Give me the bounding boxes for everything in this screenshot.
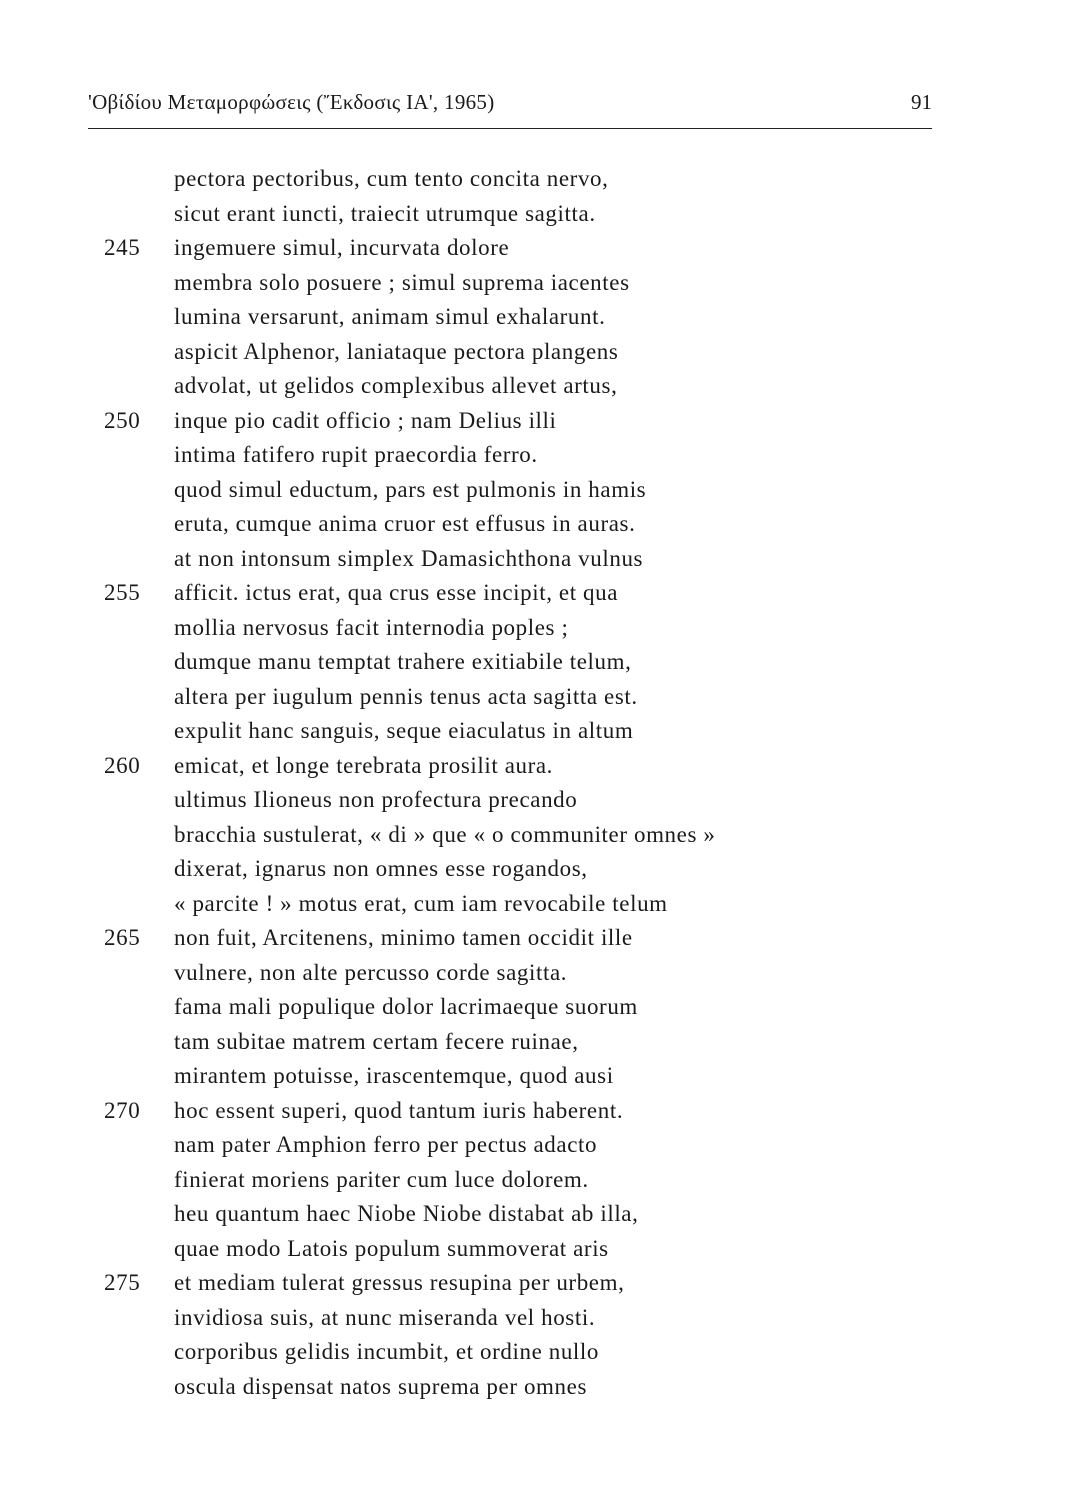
verse-text: nam pater Amphion ferro per pectus adacto xyxy=(174,1132,598,1157)
verse-line xyxy=(0,542,1074,577)
verse-line xyxy=(0,783,1074,818)
verse-line xyxy=(0,266,1074,301)
verse-text: emicat, et longe terebrata prosilit aura. xyxy=(174,752,554,778)
verse-line xyxy=(0,749,1074,784)
verse-text: expulit hanc sanguis, seque eiaculatus in altum xyxy=(174,718,634,743)
verse-line xyxy=(0,300,1074,335)
verse-text: finierat moriens pariter cum luce dolorem. xyxy=(174,1166,589,1192)
line-number: 260 xyxy=(104,752,141,778)
verse-line xyxy=(0,438,1074,473)
verse-text: membra solo posuere ; simul suprema iacentes xyxy=(174,269,630,295)
verse-line xyxy=(0,887,1074,922)
verse-text: mollia nervosus facit internodia poples ; xyxy=(174,614,569,640)
verse-text: advolat, ut gelidos complexibus allevet artus, xyxy=(174,373,618,398)
page-number: 91 xyxy=(911,90,932,114)
verse-line xyxy=(0,1370,1074,1405)
verse-text: lumina versarunt, animam simul exhalarunt. xyxy=(174,304,606,329)
verse-line xyxy=(0,921,1074,956)
verse-line xyxy=(0,956,1074,991)
verse-text: invidiosa suis, at nunc miseranda vel hosti. xyxy=(174,1304,596,1330)
verse-text: dumque manu temptat trahere exitiabile telum, xyxy=(174,649,632,674)
verse-line xyxy=(0,1301,1074,1336)
verse-line xyxy=(0,1128,1074,1163)
verse-line xyxy=(0,645,1074,680)
verse-text: afficit. ictus erat, qua crus esse incipit, et qua xyxy=(174,580,619,605)
verse-block xyxy=(0,162,1074,1404)
verse-text: « parcite ! » motus erat, cum iam revocabile telum xyxy=(174,890,668,916)
verse-text: heu quantum haec Niobe Niobe distabat ab illa, xyxy=(174,1201,639,1226)
verse-text: hoc essent superi, quod tantum iuris haberent. xyxy=(174,1097,624,1123)
verse-text: sicut erant iuncti, traiecit utrumque sagitta. xyxy=(174,200,596,226)
verse-text: intima fatifero rupit praecordia ferro. xyxy=(174,442,538,467)
verse-line xyxy=(0,1232,1074,1267)
running-head-title: 'Οβίδίου Μεταμορφώσεις (Ἔκδοσις ΙΑ', 1965) xyxy=(88,90,495,114)
verse-text: quod simul eductum, pars est pulmonis in hamis xyxy=(174,476,647,502)
verse-line xyxy=(0,611,1074,646)
verse-text: corporibus gelidis incumbit, et ordine nullo xyxy=(174,1339,600,1364)
verse-line xyxy=(0,1335,1074,1370)
verse-line xyxy=(0,1094,1074,1129)
verse-text: oscula dispensat natos suprema per omnes xyxy=(174,1373,587,1399)
verse-text: bracchia sustulerat, « di » que « o communiter omnes » xyxy=(174,821,716,847)
verse-text: ultimus Ilioneus non profectura precando xyxy=(174,787,578,812)
verse-line xyxy=(0,852,1074,887)
verse-line xyxy=(0,576,1074,611)
line-number: 250 xyxy=(104,407,141,433)
line-number: 265 xyxy=(104,925,141,950)
header-rule xyxy=(88,128,932,129)
verse-text: quae modo Latois populum summoverat aris xyxy=(174,1235,609,1261)
verse-text: inque pio cadit officio ; nam Delius illi xyxy=(174,407,557,433)
verse-line xyxy=(0,507,1074,542)
verse-line xyxy=(0,680,1074,715)
verse-line xyxy=(0,990,1074,1025)
verse-text: eruta, cumque anima cruor est effusus in auras. xyxy=(174,511,636,536)
verse-text: mirantem potuisse, irascentemque, quod ausi xyxy=(174,1063,614,1088)
verse-text: at non intonsum simplex Damasichthona vulnus xyxy=(174,545,644,571)
running-head xyxy=(88,90,932,130)
verse-line xyxy=(0,369,1074,404)
verse-line xyxy=(0,1025,1074,1060)
verse-text: dixerat, ignarus non omnes esse rogandos, xyxy=(174,856,588,881)
line-number: 245 xyxy=(104,235,141,260)
verse-line xyxy=(0,1266,1074,1301)
verse-text: vulnere, non alte percusso corde sagitta. xyxy=(174,959,568,985)
verse-line xyxy=(0,404,1074,439)
verse-text: et mediam tulerat gressus resupina per urbem, xyxy=(174,1270,625,1295)
verse-line xyxy=(0,1163,1074,1198)
verse-text: aspicit Alphenor, laniataque pectora plangens xyxy=(174,338,619,364)
verse-text: altera per iugulum pennis tenus acta sagitta est. xyxy=(174,683,638,709)
verse-line xyxy=(0,714,1074,749)
verse-line xyxy=(0,818,1074,853)
verse-text: pectora pectoribus, cum tento concita nervo, xyxy=(174,166,609,191)
verse-line xyxy=(0,1059,1074,1094)
verse-line xyxy=(0,197,1074,232)
line-number: 255 xyxy=(104,580,141,605)
line-number: 275 xyxy=(104,1270,141,1295)
line-number: 270 xyxy=(104,1097,141,1123)
verse-line xyxy=(0,473,1074,508)
verse-text: ingemuere simul, incurvata dolore xyxy=(174,235,510,260)
verse-line xyxy=(0,335,1074,370)
verse-text: tam subitae matrem certam fecere ruinae, xyxy=(174,1028,579,1054)
verse-text: non fuit, Arcitenens, minimo tamen occidit ille xyxy=(174,925,633,950)
verse-line xyxy=(0,162,1074,197)
verse-line xyxy=(0,1197,1074,1232)
verse-line xyxy=(0,231,1074,266)
verse-text: fama mali populique dolor lacrimaeque suorum xyxy=(174,994,638,1019)
